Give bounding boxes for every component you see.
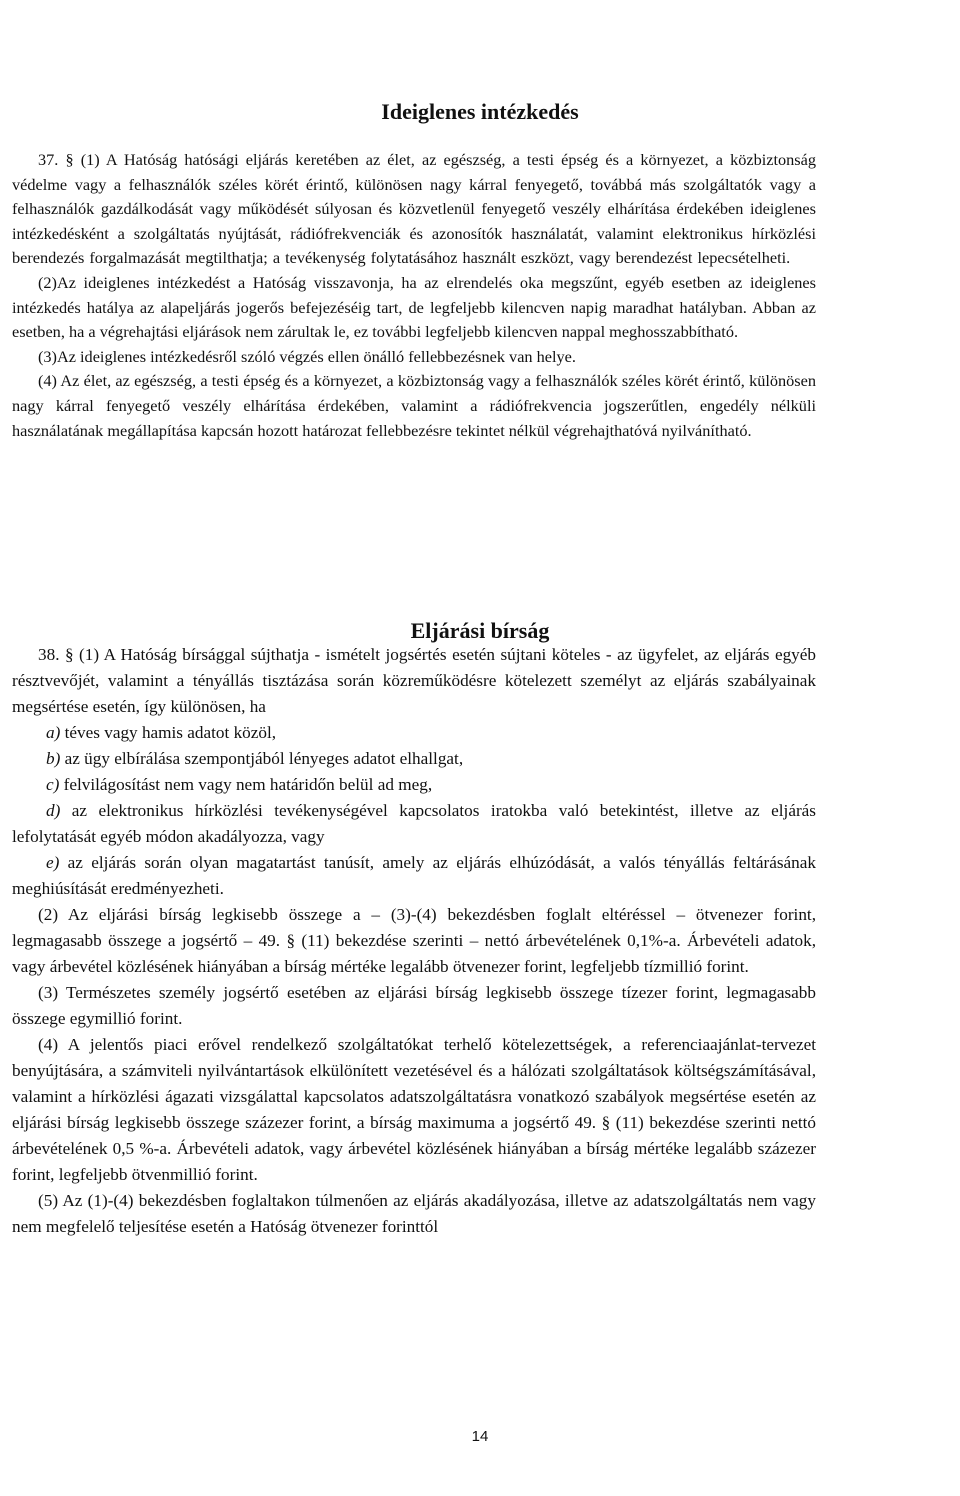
list-text: az elektronikus hírközlési tevékenységével kapcsolatos iratokba való betekintést, illetve az eljárás lefolytatását egyéb módon akadályozza, vagy <box>12 801 816 846</box>
list-label: d) <box>46 801 61 820</box>
list-label: b) <box>46 749 61 768</box>
list-text: az ügy elbírálása szempontjából lényeges adatot elhallgat, <box>60 749 464 768</box>
list-text: az eljárás során olyan magatartást tanúsít, amely az eljárás elhúzódását, a valós tényállás feltárásának meghiúsítását eredményezheti. <box>12 853 816 898</box>
paragraph-38-4: (4) A jelentős piaci erővel rendelkező szolgáltatókat terhelő kötelezettségek, a referenciaajánlat-tervezet benyújtására, a számviteli nyilvántartások elkülönített vezetésével és a hálózati szolgáltatások költségszámításával, valamint a hírközlési ágazati vizsgálattal kapcsolatos adatszolgáltatásra vonatkozó szabályok megsértése esetén az eljárási bírság legkisebb összege százezer forint, a bírság maximuma a jogsértő 49. § (11) bekezdése szerinti nettó árbevételének 0,5 %-a. Árbevételi adatok, vagy árbevétel közlésének hiányában a bírság mértéke legalább százezer forint, legfeljebb ötvenmillió forint. <box>12 1035 816 1184</box>
list-item-d <box>12 798 816 850</box>
page-number: 14 <box>471 1428 489 1445</box>
paragraph-38-5: (5) Az (1)-(4) bekezdésben foglaltakon túlmenően az eljárás akadályozása, illetve az adatszolgáltatás nem vagy nem megfelelő teljesítése esetén a Hatóság ötvenezer forinttól <box>12 1191 816 1236</box>
paragraph-37-2: (2)Az ideiglenes intézkedést a Hatóság visszavonja, ha az elrendelés oka megszűnt, egyéb esetben az ideiglenes intézkedés hatálya az alapeljárás jogerős befejezéséig tart, de legfeljebb kilencven napig maradhat hatályban. Abban az esetben, ha a végrehajtási eljárások nem zárultak le, ez további legfeljebb kilencven nappal meghosszabbítható. <box>12 272 816 342</box>
list-item-c <box>12 772 816 798</box>
paragraph-37-1: 37. § (1) A Hatóság hatósági eljárás keretében az élet, az egészség, a testi épség és a környezet, a közbiztonság védelme vagy a felhasználók széles körét érintő, különösen nagy kárral fenyegető, továbbá más szolgáltatók vagy a felhasználók gazdálkodását vagy működését súlyosan és közvetlenül fenyegető veszély elhárítása érdekében ideiglenes intézkedésként a szolgáltatás nyújtását, rádiófrekvenciák és azonosítók használatát, valamint elektronikus hírközlési berendezés forgalmazását megtilthatja; a tevékenység folytatásához használt eszközt, vagy berendezést lepecsételheti. <box>12 150 816 268</box>
paragraph-37-4: (4) Az élet, az egészség, a testi épség és a környezet, a közbiztonság vagy a felhasználók széles körét érintő, különösen nagy kárral fenyegető veszély elhárítása érdekében, valamint a rádiófrekvencia jogszerűtlen, engedély nélküli használatának megállapítása kapcsán hozott határozat fellebbezésre tekintet nélkül végrehajthatóvá nyilvánítható. <box>12 371 816 440</box>
paragraph-38-2: (2) Az eljárási bírság legkisebb összege a – (3)-(4) bekezdésben foglalt eltéréssel – ötvenezer forint, legmagasabb összege a jogsértő – 49. § (11) bekezdése szerinti – nettó árbevételének 0,1%-a. Árbevételi adatok, vagy árbevétel közlésének hiányában a bírság mértéke legalább ötvenezer forint, legfeljebb tízmillió forint. <box>12 905 816 976</box>
list-item-e <box>12 850 816 902</box>
paragraph-38-3: (3) Természetes személy jogsértő esetében az eljárási bírság legkisebb összege tízezer forint, legmagasabb összege egymillió forint. <box>12 983 816 1028</box>
section-title-ideiglenes: Ideiglenes intézkedés <box>381 99 579 124</box>
list-text: téves vagy hamis adatot közöl, <box>60 723 277 742</box>
paragraph-38-1: 38. § (1) A Hatóság bírsággal sújthatja - ismételt jogsértés esetén sújtani köteles - az ügyfelet, az eljárás egyéb résztvevőjét, valamint a tényállás tisztázása során közreműködésre kötelezett személyt az eljárás szabályainak megsértése esetén, így különösen, ha <box>12 645 816 716</box>
list-item-b <box>12 746 816 772</box>
paragraph-37-3: (3)Az ideiglenes intézkedésről szóló végzés ellen önálló fellebbezésnek van helye. <box>38 346 576 366</box>
section-title-eljarasi-birsag: Eljárási bírság <box>410 618 550 643</box>
list-text: felvilágosítást nem vagy nem határidőn belül ad meg, <box>59 775 433 794</box>
list-label: c) <box>46 775 60 794</box>
section-ideiglenes-body <box>12 148 816 443</box>
list-label: a) <box>46 723 61 742</box>
list-label: e) <box>46 853 60 872</box>
list-item-a <box>12 720 816 746</box>
section-eljarasi-birsag-body <box>12 642 816 1240</box>
